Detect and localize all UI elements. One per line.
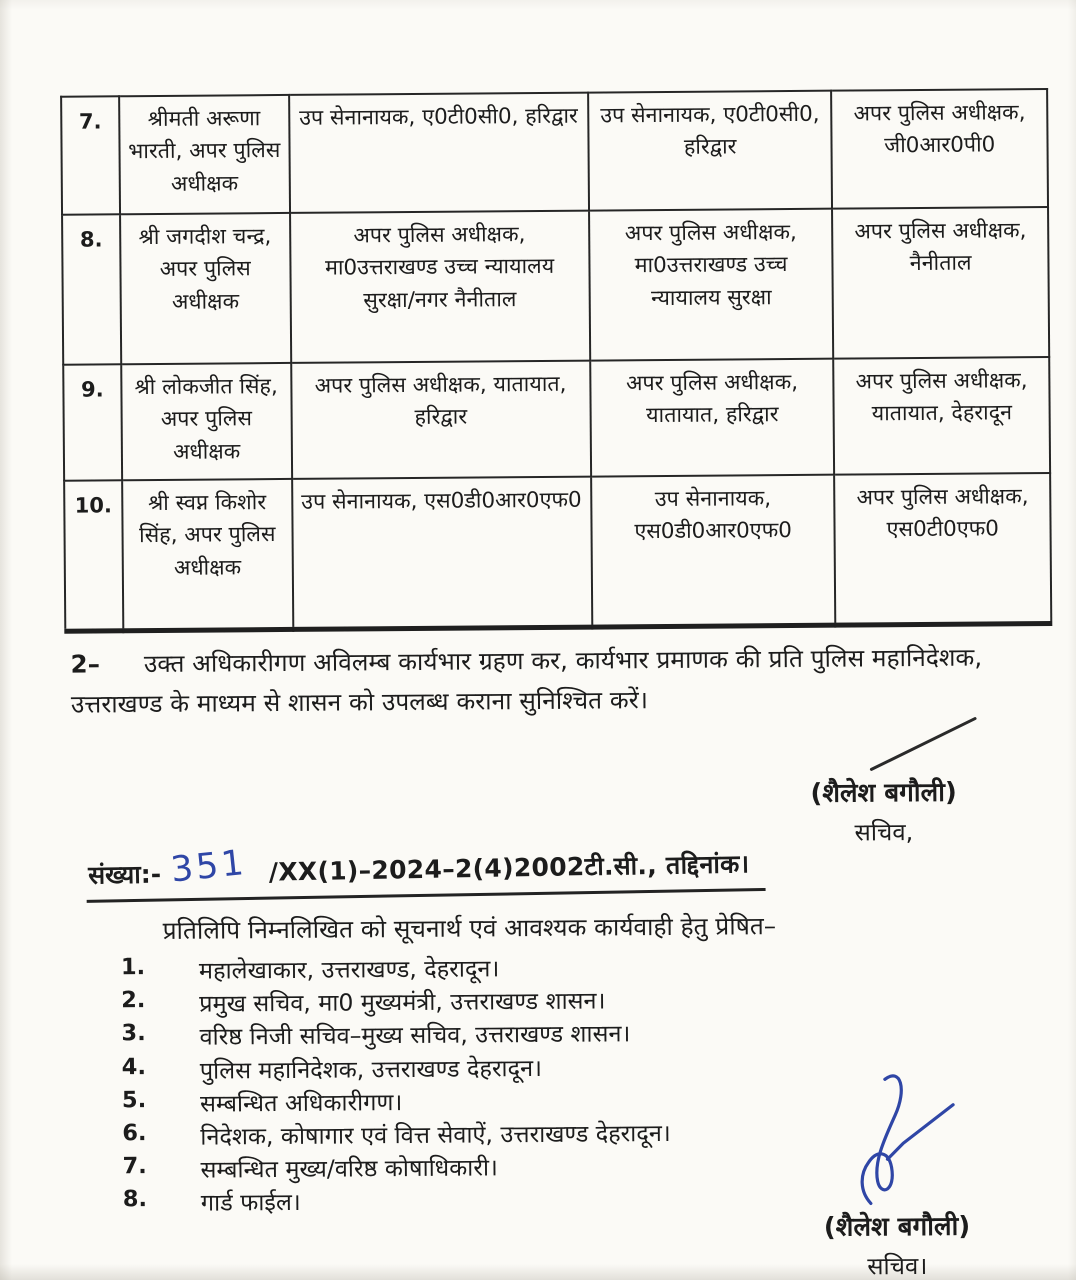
list-item-text: महालेखाकार, उत्तराखण्ड, देहरादून। — [198, 954, 500, 985]
signatory-name: (शैलेश बगौली) — [810, 777, 957, 809]
previous-posting-cell: उप सेनानायक, एस0डी0आर0एफ0 — [292, 477, 592, 629]
list-item-text: गार्ड फाईल। — [200, 1188, 301, 1217]
copy-distribution-list — [121, 950, 672, 1220]
current-posting-cell: अपर पुलिस अधीक्षक, यातायात, हरिद्वार — [590, 359, 835, 477]
previous-posting-cell: अपर पुलिस अधीक्षक, मा0उत्तराखण्ड उच्च न्यायालय सुरक्षा/नगर नैनीताल — [290, 211, 590, 363]
list-item — [121, 950, 670, 987]
new-posting-cell: अपर पुलिस अधीक्षक, एस0टी0एफ0 — [835, 473, 1052, 625]
paragraph-number: 2– — [70, 649, 101, 679]
list-item-text: वरिष्ठ निजी सचिव–मुख्य सचिव, उत्तराखण्ड शासन। — [199, 1019, 631, 1052]
reference-label: संख्या:- — [87, 859, 162, 890]
signatory-title: सचिव। — [867, 1251, 928, 1280]
row-serial-number: 10. — [64, 480, 123, 630]
officer-name-cell: श्रीमती अरूणा भारती, अपर पुलिस अधीक्षक — [119, 95, 289, 214]
list-item — [122, 1116, 671, 1153]
list-item-number: 8. — [122, 1186, 148, 1213]
reference-text: /XX(1)–2024–2(4)2002टी.सी., तद्दिनांक। — [268, 849, 750, 887]
signatory-title: सचिव, — [854, 818, 914, 847]
list-item-text: सम्बन्धित मुख्य/वरिष्ठ कोषाधिकारी। — [200, 1153, 499, 1184]
list-item-number: 7. — [122, 1153, 147, 1180]
officer-name-cell: श्री लोकजीत सिंह, अपर पुलिस अधीक्षक — [121, 363, 291, 480]
list-item — [121, 1016, 670, 1053]
list-item-text: पुलिस महानिदेशक, उत्तराखण्ड देहरादून। — [199, 1053, 543, 1085]
new-posting-cell: अपर पुलिस अधीक्षक, यातायात, देहरादून — [834, 357, 1050, 475]
paragraph-text: उक्त अधिकारीगण अविलम्ब कार्यभार ग्रहण कर, कार्यभार प्रमाणक की प्रति पुलिस महानिदेशक, उत्तराखण्ड के माध्यम से शासन को उपलब्ध कराना सुनिश्चित करें। — [70, 642, 983, 719]
row-serial-number: 8. — [62, 214, 121, 364]
reference-number-line — [86, 841, 766, 903]
officer-name-cell: श्री जगदीश चन्द्र, अपर पुलिस अधीक्षक — [120, 213, 291, 364]
list-item — [123, 1182, 672, 1219]
table-row — [63, 357, 1050, 481]
list-item — [122, 1083, 671, 1120]
signature-block-bottom — [796, 1068, 998, 1280]
new-posting-cell: अपर पुलिस अधीक्षक, नैनीताल — [832, 207, 1049, 359]
list-item-text: निदेशक, कोषागार एवं वित्त सेवाऐं, उत्तराखण्ड देहरादून। — [200, 1118, 671, 1151]
previous-posting-cell: उप सेनानायक, ए0टी0सी0, हरिद्वार — [289, 93, 589, 213]
blue-ink-signature-icon — [796, 1068, 997, 1208]
row-serial-number: 9. — [63, 364, 122, 480]
row-serial-number: 7. — [61, 96, 120, 214]
signatory-name: (शैलेश बगौली) — [823, 1211, 971, 1243]
current-posting-cell: अपर पुलिस अधीक्षक, मा0उत्तराखण्ड उच्च न्यायालय सुरक्षा — [589, 209, 834, 361]
list-item-number: 6. — [122, 1120, 147, 1147]
new-posting-cell: अपर पुलिस अधीक्षक, जी0आर0पी0 — [832, 89, 1048, 209]
list-item-text: सम्बन्धित अधिकारीगण। — [199, 1087, 403, 1118]
officer-name-cell: श्री स्वप्न किशोर सिंह, अपर पुलिस अधीक्षक — [122, 479, 293, 630]
handwritten-number: 351 — [168, 842, 249, 891]
table-row — [62, 207, 1049, 365]
list-item-number: 2. — [121, 987, 146, 1014]
list-item-number: 3. — [121, 1020, 146, 1047]
current-posting-cell: उप सेनानायक, ए0टी0सी0, हरिद्वार — [588, 91, 833, 211]
list-item — [121, 983, 670, 1020]
list-item-number: 4. — [121, 1053, 147, 1080]
table-row — [61, 89, 1048, 215]
table-row — [64, 473, 1051, 631]
previous-posting-cell: अपर पुलिस अधीक्षक, यातायात, हरिद्वार — [291, 361, 591, 479]
signature-stroke-icon — [863, 715, 983, 774]
list-item-text: प्रमुख सचिव, मा0 मुख्यमंत्री, उत्तराखण्ड शासन। — [199, 986, 606, 1018]
copy-section-heading: प्रतिलिपि निम्नलिखित को सूचनार्थ एवं आवश्यक कार्यवाही हेतु प्रेषित– — [162, 911, 777, 945]
list-item — [122, 1050, 671, 1087]
current-posting-cell: उप सेनानायक, एस0डी0आर0एफ0 — [591, 475, 836, 627]
list-item — [122, 1149, 671, 1186]
list-item-number: 1. — [120, 954, 146, 981]
signature-block-top — [753, 714, 1014, 849]
list-item-number: 5. — [121, 1086, 147, 1114]
officer-transfer-table — [60, 88, 1052, 633]
instruction-paragraph — [70, 637, 1073, 725]
